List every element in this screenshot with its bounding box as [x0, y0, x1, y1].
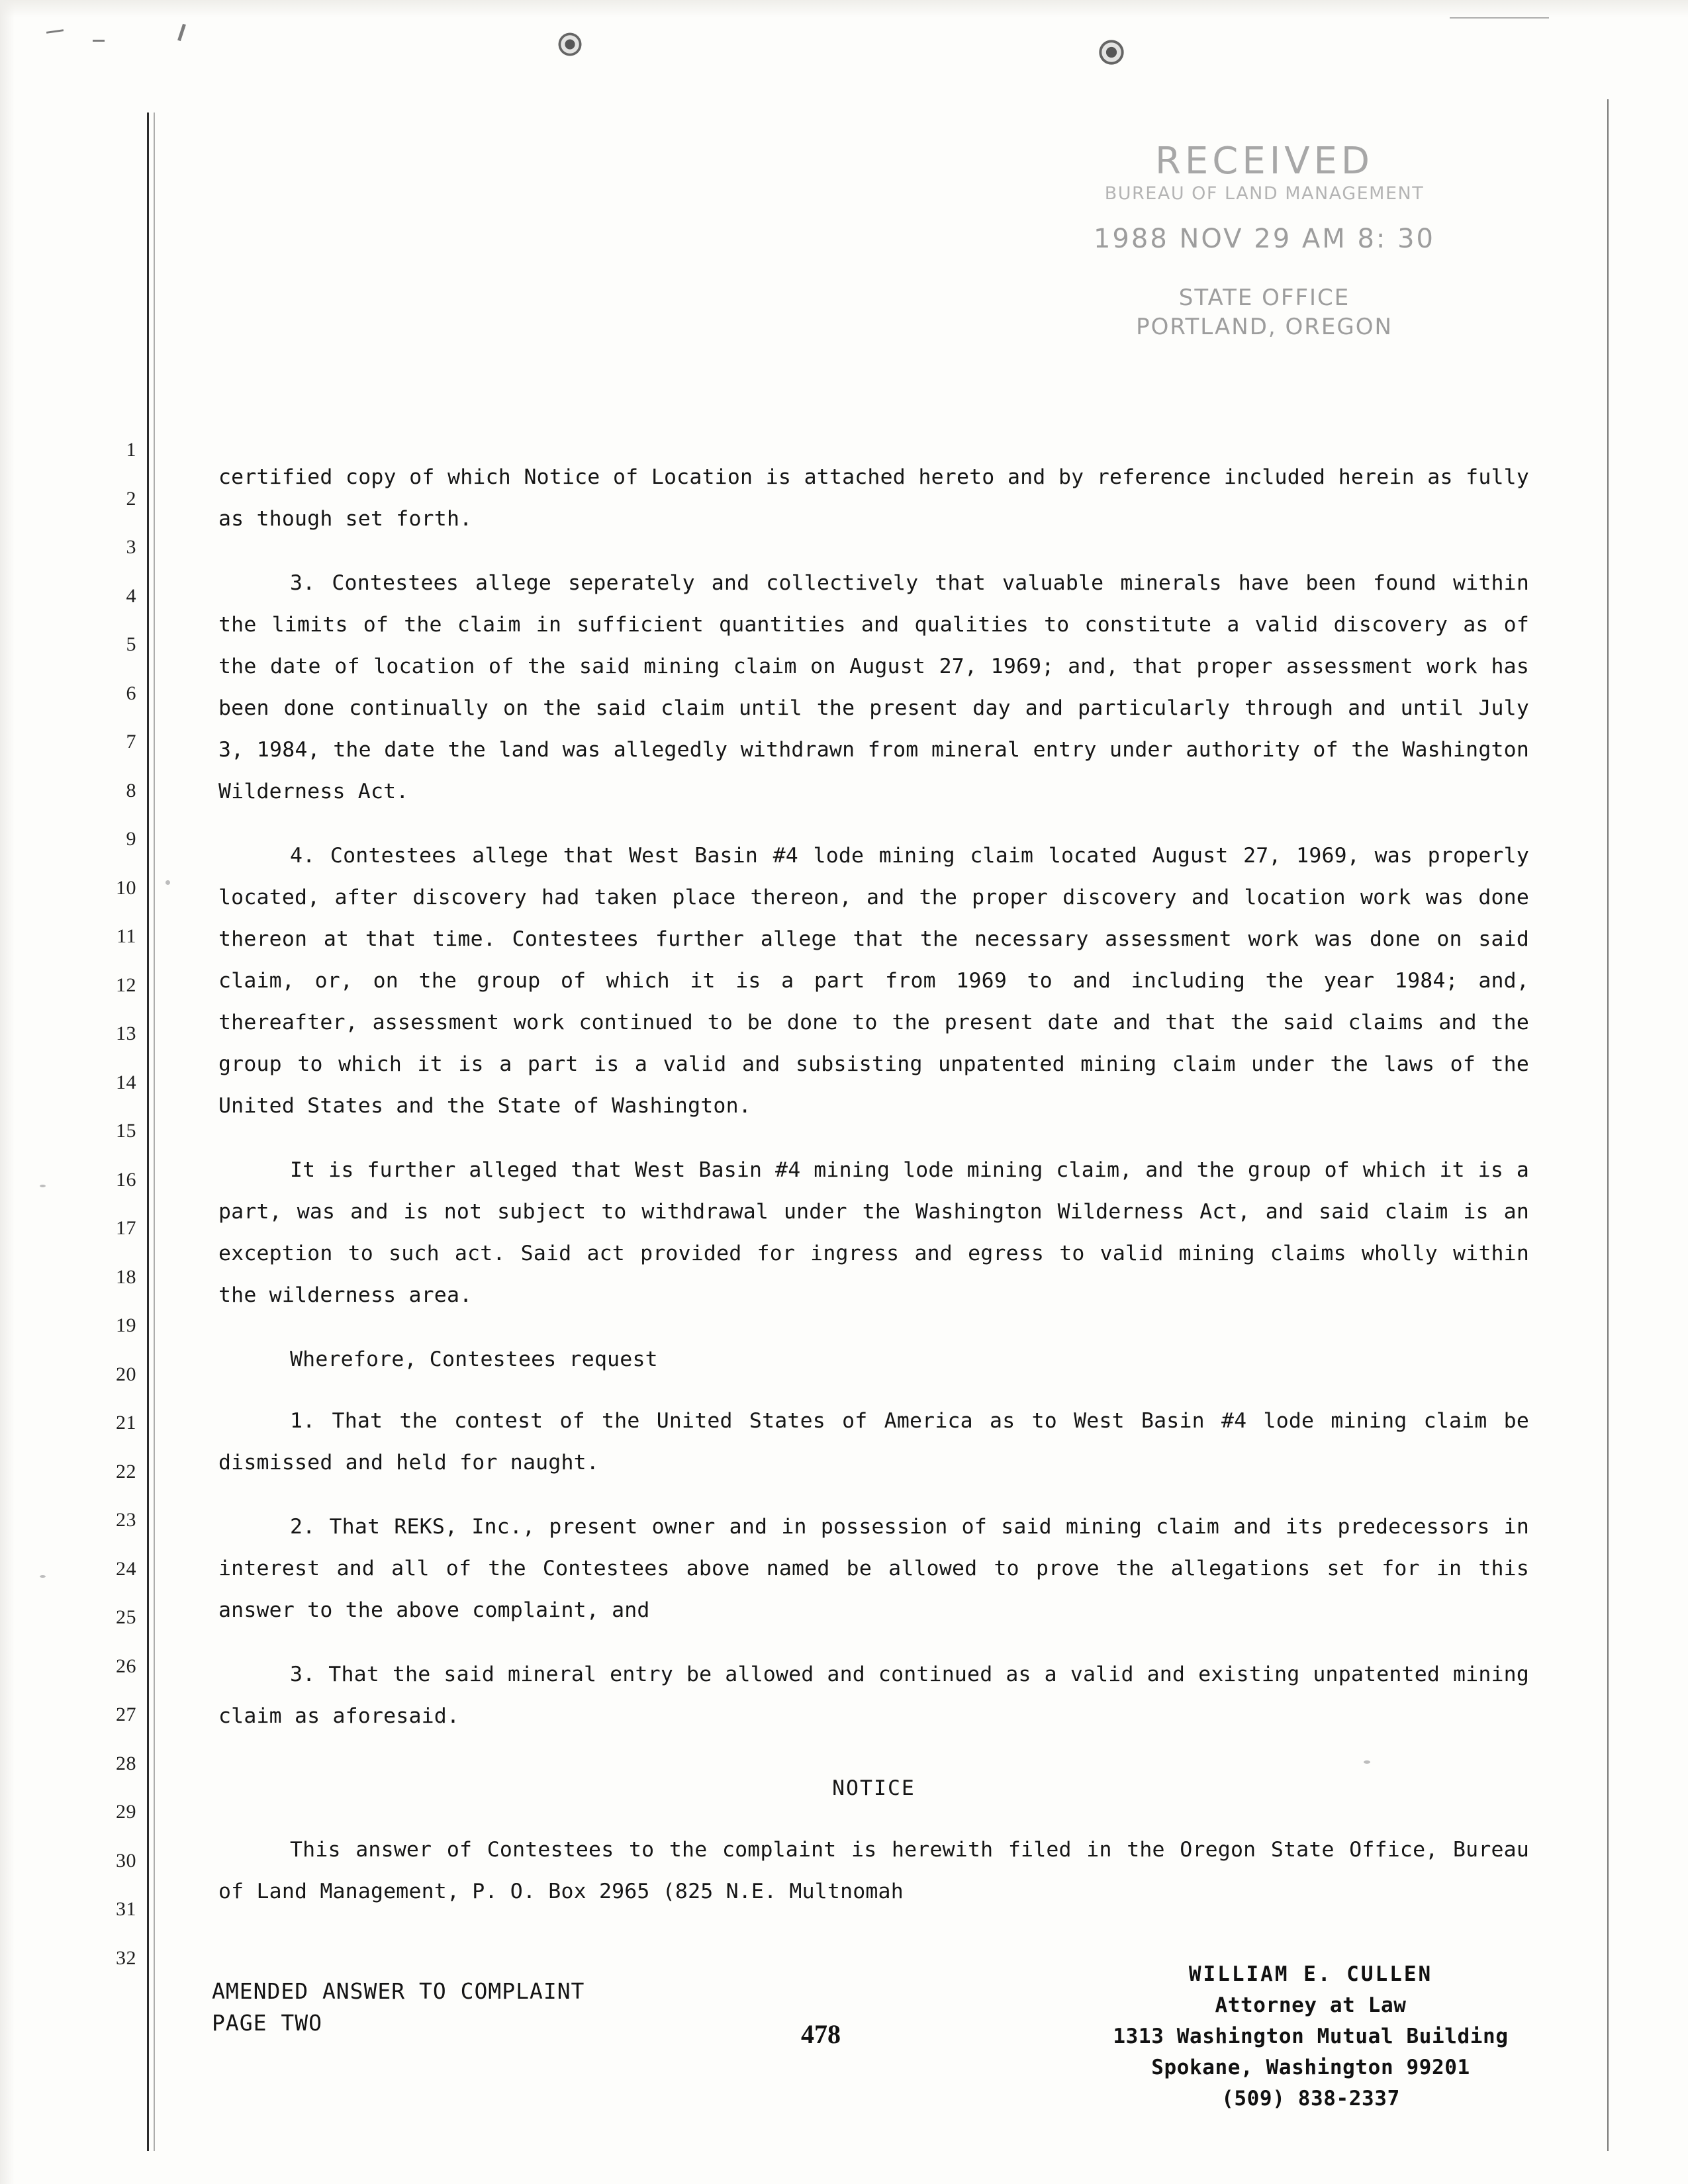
line-number: 32: [116, 1946, 136, 1969]
paragraph-request-2: [218, 1506, 1529, 1631]
line-number: 12: [116, 974, 136, 996]
paragraph-wherefore: [218, 1339, 1529, 1381]
scan-speck: [40, 1575, 46, 1578]
line-number: 13: [116, 1023, 136, 1044]
pleading-rule-left-secondary: [154, 113, 155, 2151]
paragraph-request-3: [218, 1654, 1529, 1737]
paragraph-text: certified copy of which Notice of Location is attached hereto and by reference included herein as fully as though set forth.: [218, 465, 1529, 531]
paragraph-text: Wherefore, Contestees request: [290, 1347, 658, 1371]
scan-speck: [40, 1185, 46, 1187]
stamp-title: RECEIVED: [1154, 140, 1374, 183]
line-number-column: [79, 437, 136, 1993]
seal-stamp-icon: [551, 25, 589, 64]
pleading-rule-right: [1607, 99, 1609, 2151]
line-number: 5: [126, 633, 136, 655]
scan-edge-top: [0, 0, 1688, 17]
line-number: 8: [126, 779, 136, 801]
stamp-office: [1059, 283, 1470, 341]
line-number: 17: [116, 1217, 136, 1239]
paragraph-text: 3. Contestees allege seperately and collectively that valuable minerals have been found within the limits of the claim in sufficient quantities and qualities to constitute a valid discovery as of the date of location of the said mining claim on August 27, 1969; and, that proper assessment work has been done continually on the said claim until the present day and particularly through and until July 3, 1984, the date the land was allegedly withdrawn from mineral entry under authority of the Washington Wilderness Act.: [218, 571, 1529, 803]
notice-heading: NOTICE: [832, 1776, 915, 1800]
line-number: 10: [116, 876, 136, 899]
line-number: 30: [116, 1849, 136, 1872]
received-stamp: [1059, 142, 1470, 341]
paragraph-item-3: [218, 563, 1529, 813]
scan-speck: [165, 880, 170, 885]
paragraph-notice: [218, 1829, 1529, 1913]
scan-artifact: [177, 24, 186, 41]
line-number: 7: [126, 731, 136, 752]
attorney-address-line2: Spokane, Washington 99201: [1151, 2056, 1470, 2079]
line-number: 24: [116, 1557, 136, 1580]
line-number: 22: [116, 1460, 136, 1482]
line-number: 11: [117, 925, 136, 947]
paragraph-text: This answer of Contestees to the complaint is herewith filed in the Oregon State Office, Bureau of Land Management, P. O. Box 2965 (825 N.E. Multnomah: [218, 1838, 1529, 1903]
footer-caption-line2: PAGE TWO: [212, 2010, 322, 2036]
line-number: 1: [126, 439, 136, 461]
page-number: 478: [801, 2019, 841, 2049]
line-number: 14: [116, 1071, 136, 1093]
scan-artifact: [93, 40, 105, 42]
paragraph-text: 1. That the contest of the United States of America as to West Basin #4 lode mining claim be dismissed and held for naught.: [218, 1409, 1529, 1475]
attorney-title: Attorney at Law: [1215, 1993, 1407, 2017]
paragraph-continuation: [218, 457, 1529, 540]
line-number: 15: [116, 1120, 136, 1142]
line-number: 16: [116, 1168, 136, 1191]
line-number: 28: [116, 1752, 136, 1774]
document-body: [218, 457, 1529, 1935]
stamp-datetime: 1988 NOV 29 AM 8: 30: [1093, 224, 1436, 254]
line-number: 18: [116, 1265, 136, 1288]
line-number: 25: [116, 1606, 136, 1628]
line-number: 27: [116, 1704, 136, 1725]
attorney-phone: (509) 838-2337: [1221, 2087, 1400, 2111]
paragraph-item-4: [218, 835, 1529, 1127]
line-number: 31: [116, 1898, 136, 1920]
stamp-office-line1: STATE OFFICE: [1178, 285, 1350, 311]
line-number: 23: [116, 1509, 136, 1531]
line-number: 26: [116, 1655, 136, 1677]
paragraph-text: 4. Contestees allege that West Basin #4 lode mining claim located August 27, 1969, was properly located, after discovery had taken place thereon, and the proper discovery and location work was done thereon at that time. Contestees further allege that the necessary assessment work was done on said claim, or, on the group of which it is a part from 1969 to and including the year 1984; and, thereafter, assessment work continued to be done to the present date and that the said claims and the group to which it is a part is a valid and subsisting unpatented mining claim under the laws of the United States and the State of Washington.: [218, 844, 1529, 1118]
footer-caption-line1: AMENDED ANSWER TO COMPLAINT: [212, 1978, 585, 2004]
scan-artifact: [1450, 17, 1549, 19]
paragraph-text: 2. That REKS, Inc., present owner and in possession of said mining claim and its predecessors in interest and all of the Contestees above named be allowed to prove the allegations set for in this answer to the above complaint, and: [218, 1515, 1529, 1622]
line-number: 2: [126, 487, 136, 510]
stamp-office-line2: PORTLAND, OREGON: [1136, 314, 1393, 340]
footer-caption: [212, 1976, 585, 2039]
line-number: 29: [116, 1801, 136, 1823]
line-number: 20: [116, 1363, 136, 1385]
line-number: 21: [116, 1412, 136, 1433]
line-number: 9: [126, 828, 136, 850]
line-number: 4: [126, 584, 136, 607]
attorney-address-line1: 1313 Washington Mutual Building: [1113, 2025, 1509, 2048]
scan-artifact: [46, 29, 64, 34]
pleading-rule-left: [147, 113, 149, 2151]
line-number: 19: [116, 1314, 136, 1336]
paragraph-further-allegation: [218, 1150, 1529, 1316]
stamp-agency: BUREAU OF LAND MANAGEMENT: [1104, 183, 1425, 204]
line-number: 3: [126, 536, 136, 558]
attorney-block: [1013, 1959, 1609, 2115]
scan-edge-left: [0, 0, 15, 2184]
paragraph-text: It is further alleged that West Basin #4 mining lode mining claim, and the group of which it is a part, was and is not subject to withdrawal under the Washington Wilderness Act, and said claim is an exception to such act. Said act provided for ingress and egress to valid mining claims wholly within the wilderness area.: [218, 1158, 1529, 1307]
attorney-name: WILLIAM E. CULLEN: [1188, 1962, 1433, 1986]
scan-speck: [1364, 1760, 1370, 1764]
paragraph-request-1: [218, 1400, 1529, 1484]
seal-stamp-icon: [1091, 32, 1132, 73]
paragraph-text: 3. That the said mineral entry be allowed and continued as a valid and existing unpatented mining claim as aforesaid.: [218, 1662, 1529, 1728]
line-number: 6: [126, 682, 136, 704]
